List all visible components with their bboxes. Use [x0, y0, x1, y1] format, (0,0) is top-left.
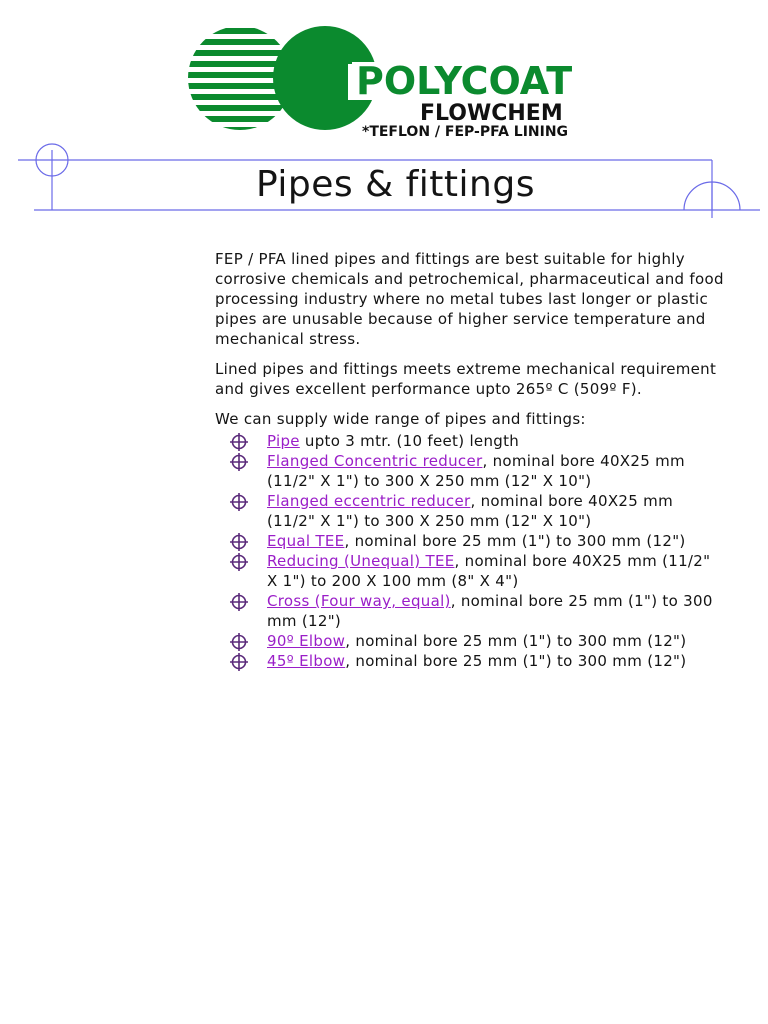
list-item [215, 631, 725, 651]
list-item [215, 491, 725, 531]
crosshair-circle-icon [229, 452, 249, 472]
eccentric-reducer-detail: , nominal bore 40X25 mm (11/2" X 1") to 300 X 250 mm (12" X 10") [267, 492, 673, 530]
company-logo [170, 26, 600, 138]
logo-company-name: POLYCOAT [356, 59, 573, 103]
crosshair-circle-icon [229, 592, 249, 612]
logo-tagline: *TEFLON / FEP-PFA LINING [362, 124, 569, 138]
eccentric-reducer-link[interactable]: Flanged eccentric reducer [267, 492, 471, 510]
performance-paragraph: Lined pipes and fittings meets extreme mechanical requirement and gives excellent performance upto 265º C (509º F). [215, 360, 717, 398]
concentric-reducer-detail: , nominal bore 40X25 mm (11/2" X 1") to 300 X 250 mm (12" X 10") [267, 452, 685, 490]
list-item [215, 551, 725, 591]
pipe-detail: upto 3 mtr. (10 feet) length [299, 432, 520, 450]
reducing-tee-link[interactable]: Reducing (Unequal) TEE [267, 552, 455, 570]
list-item [215, 651, 725, 671]
concentric-reducer-link[interactable]: Flanged Concentric reducer [267, 452, 483, 470]
range-paragraph: We can supply wide range of pipes and fittings: [215, 410, 586, 428]
crosshair-circle-icon [229, 532, 249, 552]
list-item [215, 451, 725, 491]
product-list [215, 431, 725, 671]
list-item [215, 591, 725, 631]
crosshair-circle-icon [229, 432, 249, 452]
list-item [215, 431, 725, 451]
list-item [215, 531, 725, 551]
elbow-90-link[interactable]: 90º Elbow [267, 632, 346, 650]
elbow-45-link[interactable]: 45º Elbow [267, 652, 346, 670]
pipe-link[interactable]: Pipe [267, 432, 300, 450]
elbow-45-detail: , nominal bore 25 mm (1") to 300 mm (12") [345, 652, 687, 670]
logo-division: FLOWCHEM [420, 101, 563, 126]
elbow-90-detail: , nominal bore 25 mm (1") to 300 mm (12") [345, 632, 687, 650]
crosshair-circle-icon [229, 552, 249, 572]
reducing-tee-detail: , nominal bore 40X25 mm (11/2" X 1") to 200 X 100 mm (8" X 4") [267, 552, 711, 590]
page-title: Pipes & fittings [256, 164, 535, 205]
crosshair-circle-icon [229, 652, 249, 672]
equal-tee-detail: , nominal bore 25 mm (1") to 300 mm (12") [344, 532, 686, 550]
main-content [215, 249, 725, 671]
crosshair-circle-icon [229, 632, 249, 652]
cross-link[interactable]: Cross (Four way, equal) [267, 592, 451, 610]
intro-paragraph: FEP / PFA lined pipes and fittings are best suitable for highly corrosive chemicals and petrochemical, pharmaceutical and food processing industry where no metal tubes last longer or plastic pipes are unusable because of higher service temperature and mechanical stress. [215, 250, 724, 348]
logo-graphic [170, 26, 600, 138]
equal-tee-link[interactable]: Equal TEE [267, 532, 345, 550]
cross-detail: , nominal bore 25 mm (1") to 300 mm (12") [267, 592, 713, 630]
crosshair-circle-icon [229, 492, 249, 512]
